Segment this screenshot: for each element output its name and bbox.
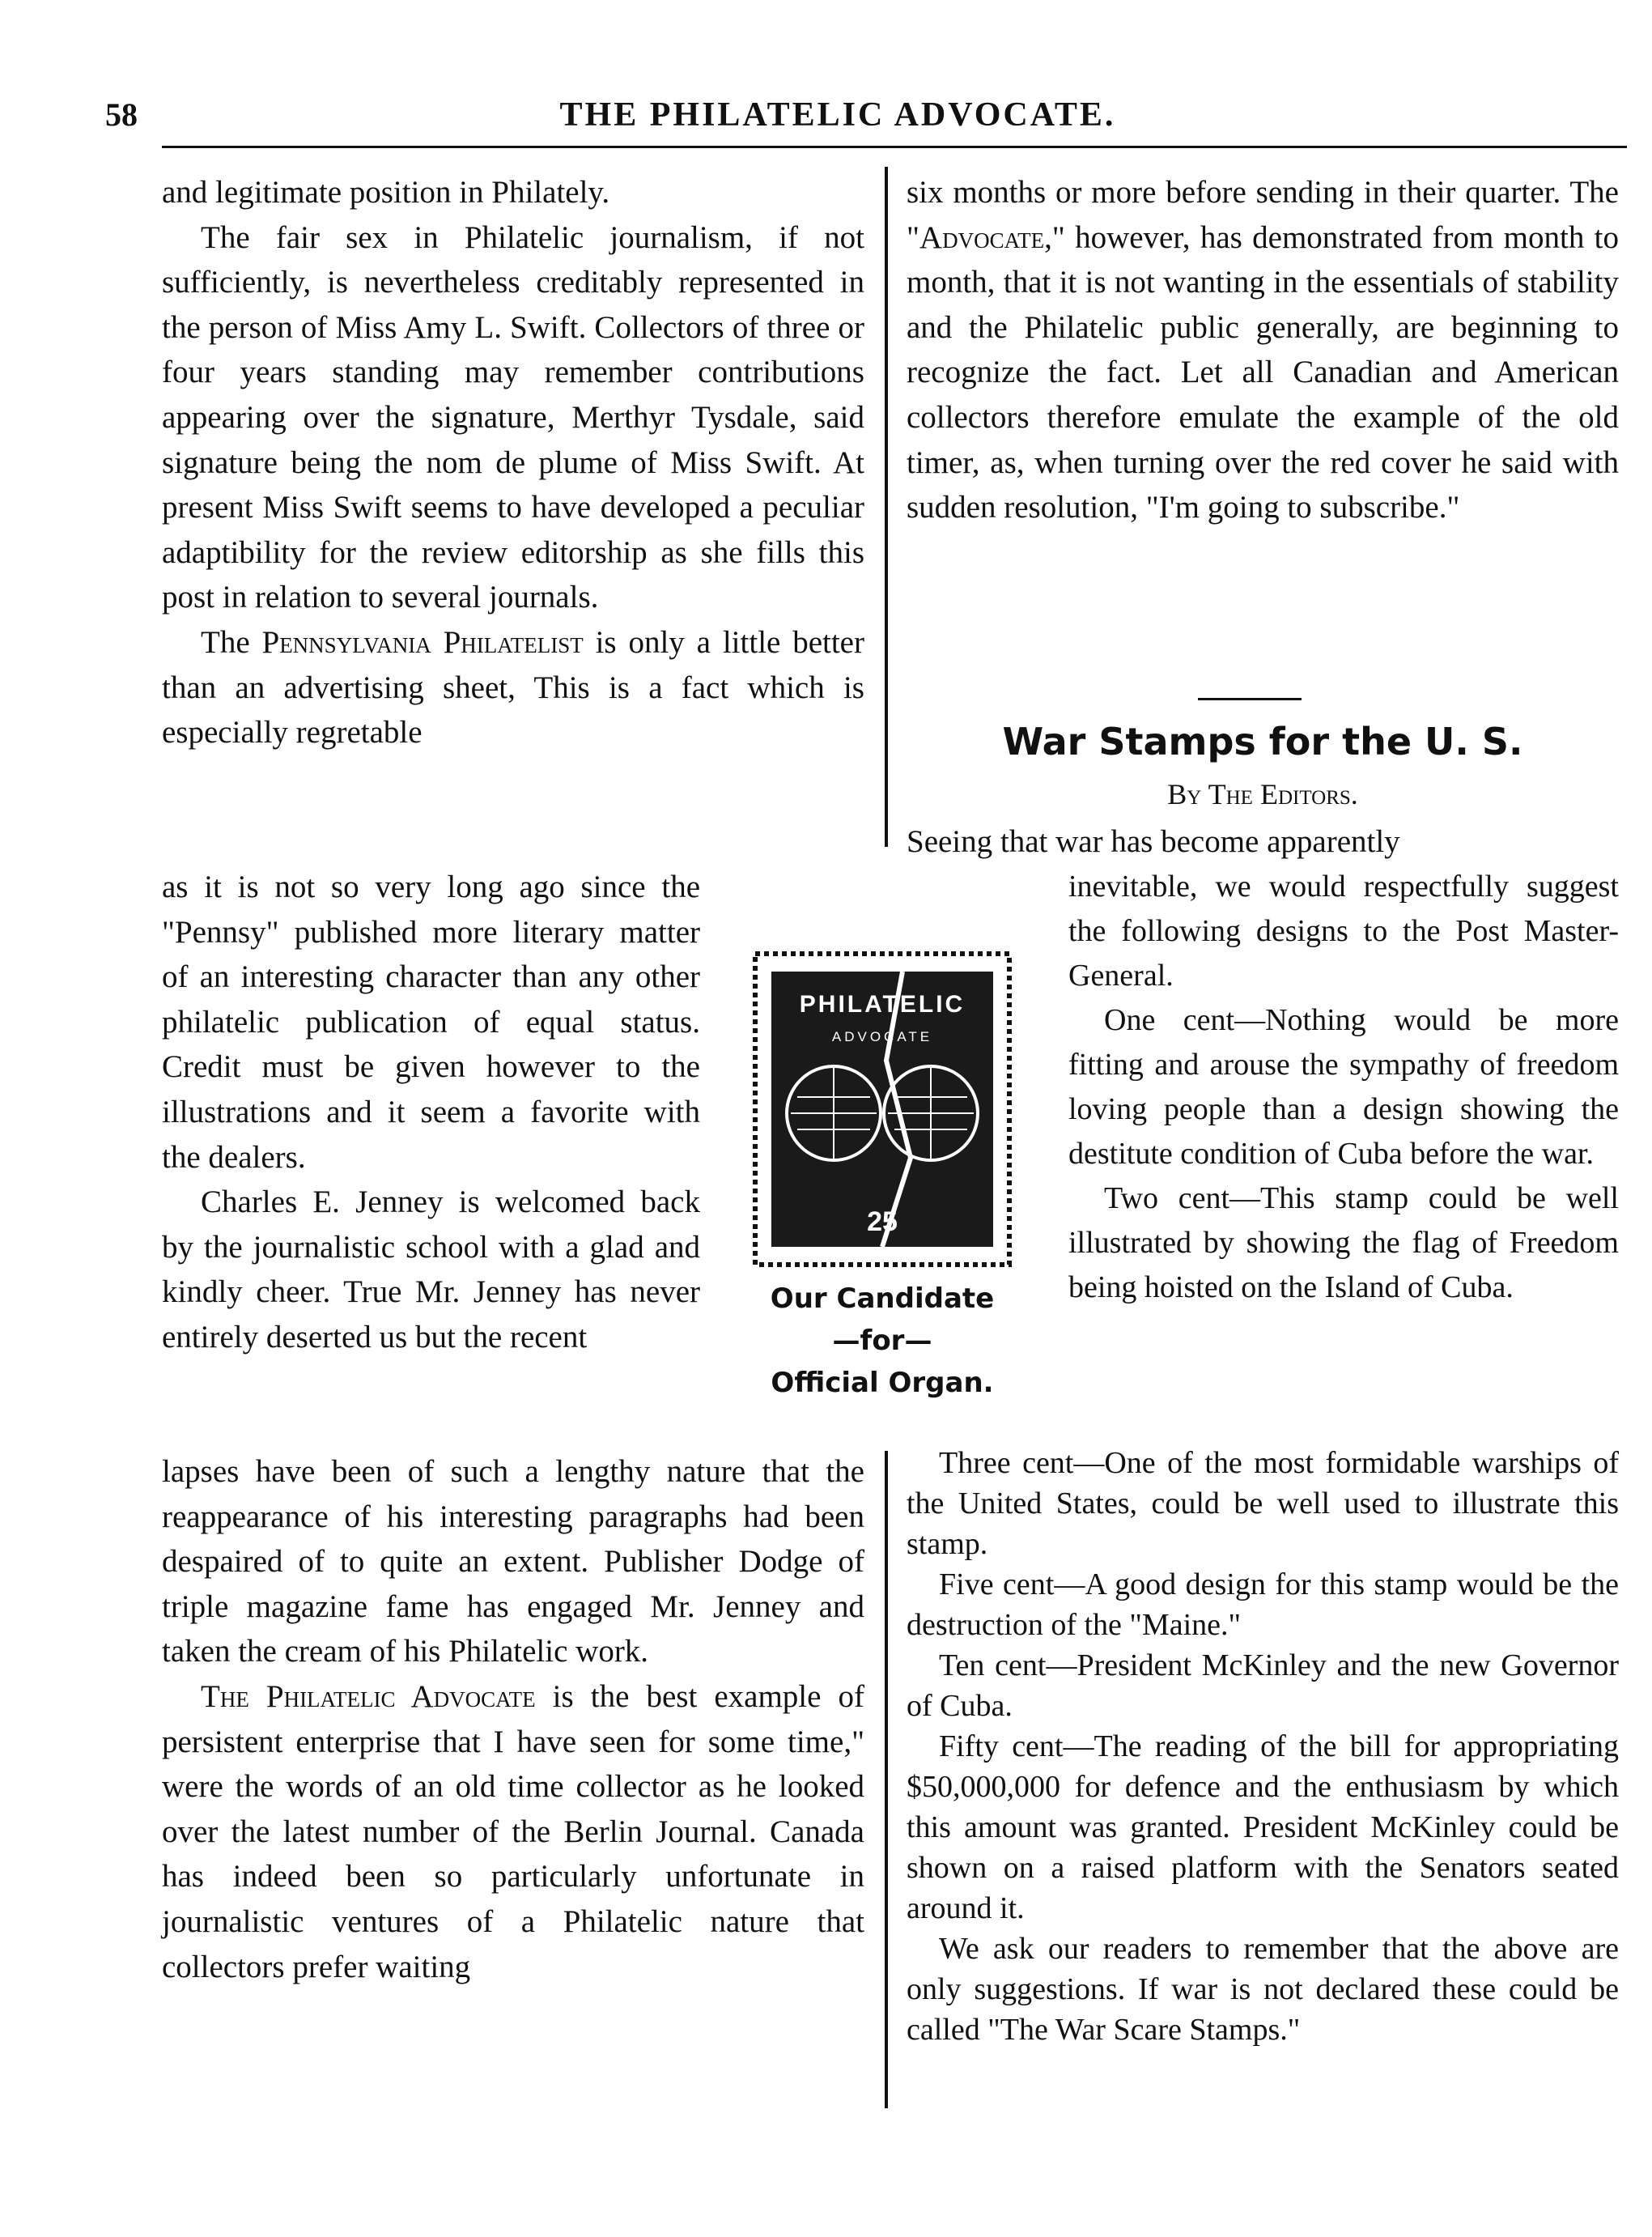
stamp-image (749, 947, 1016, 1271)
paragraph: Five cent—A good design for this stamp would be the destruction of the "Maine." (907, 1567, 1619, 1642)
paragraph: and legitimate position in Philately. (162, 175, 610, 210)
paragraph: as it is not so very long ago since the "Pennsy" published more literary matter of an interesting character than any other philatelic publication of equal status. Credit must be given however to the illustrations and it seem a favorite with the dealers. (162, 870, 700, 1175)
article-title: War Stamps for the U. S. (1002, 720, 1523, 763)
column-rule-bottom (885, 1451, 888, 2108)
page-header (105, 96, 1570, 152)
paragraph (162, 620, 864, 755)
paragraph: lapses have been of such a lengthy nature that the reappearance of his interesting paragraphs had been despaired of to quite an extent. Publisher Dodge of triple magazine fame has engaged Mr. Jenney and taken the cream of his Philatelic work. (162, 1454, 864, 1669)
left-column-bottom (162, 1449, 864, 1989)
text: The (201, 624, 262, 660)
article-bottom (907, 1443, 1619, 2050)
article-lead: Seeing that war has become apparently (907, 824, 1400, 859)
column-rule-top (885, 167, 888, 847)
illustration-caption (728, 1278, 1036, 1404)
text: ," however, has demonstrated from month to month, that it is not wanting in the essentials of stability and the Philatelic public generally, are beginning to recognize the fact. Let all Canadian and American collectors therefore emulate the example of the old timer, as, when turning over the red cover he said with sudden resolution, "I'm going to subscribe." (907, 219, 1619, 525)
paragraph (162, 1674, 864, 1989)
stamp-illustration (749, 947, 1016, 1271)
text: is only a little better than an advertising sheet, This is a fact which is especially regretable (162, 624, 864, 751)
journal-name: The Philatelic Advocate (201, 1678, 536, 1714)
caption-line: Our Candidate (770, 1282, 995, 1315)
paragraph: The fair sex in Philatelic journalism, if not sufficiently, is nevertheless creditably represented in the person of Miss Amy L. Swift. Collectors of three or four years standing may remember contributions appearing over the signature, Merthyr Tysdale, said signature being the nom de plume of Miss Swift. At present Miss Swift seems to have developed a peculiar adaptibility for the review editorship as she fills this post in relation to several journals. (162, 219, 864, 615)
stamp-sub-text: ADVOCATE (831, 1029, 933, 1044)
paragraph: Three cent—One of the most formidable warships of the United States, could be well used to illustrate this stamp. (907, 1446, 1619, 1561)
paragraph: We ask our readers to remember that the above are only suggestions. If war is not declared these could be called "The War Scare Stamps." (907, 1932, 1619, 2047)
paragraph: Fifty cent—The reading of the bill for appropriating $50,000,000 for defence and the enthusiasm by which this amount was granted. President McKinley could be shown on a raised platform with the Senators seated around it. (907, 1729, 1619, 1925)
left-column-wrap (162, 865, 700, 1360)
paragraph: Ten cent—President McKinley and the new Governor of Cuba. (907, 1648, 1619, 1723)
text: is the best example of persistent enterprise that I have seen for some time," were the words of an old time collector as he looked over the latest number of the Berlin Journal. Canada has indeed been so particularly unfortunate in journalistic ventures of a Philatelic nature that collectors prefer waiting (162, 1678, 864, 1984)
running-head: THE PHILATELIC ADVOCATE. (559, 96, 1116, 134)
section-divider (1198, 698, 1302, 700)
page-number: 58 (105, 96, 138, 133)
article-wrap (1068, 865, 1619, 1310)
paragraph (907, 170, 1619, 530)
paragraph: Charles E. Jenney is welcomed back by the journalistic school with a glad and kindly cheer. True Mr. Jenney has never entirely deserted us but the recent (162, 1184, 700, 1355)
caption-line: Official Organ. (771, 1367, 994, 1399)
journal-name: Pennsylvania Philatelist (261, 624, 584, 660)
article-byline: By The Editors. (1167, 778, 1358, 810)
paragraph: Two cent—This stamp could be well illustrated by showing the flag of Freedom being hoisted on the Island of Cuba. (1068, 1181, 1619, 1304)
stamp-value: 25 (867, 1206, 898, 1237)
paragraph: One cent—Nothing would be more fitting and arouse the sympathy of freedom loving people than a design showing the destitute condition of Cuba before the war. (1068, 1003, 1619, 1171)
journal-name: Advocate (919, 219, 1045, 255)
caption-line: —for— (832, 1325, 932, 1357)
header-rule (162, 146, 1627, 148)
stamp-top-text: PHILATELIC (799, 991, 966, 1018)
text: six months or more before sending in their quarter. The " (907, 175, 1619, 255)
left-column-top (162, 170, 864, 755)
paragraph: inevitable, we would respectfully suggest the following designs to the Post Master-General. (1068, 870, 1619, 993)
right-column-top (907, 170, 1619, 530)
